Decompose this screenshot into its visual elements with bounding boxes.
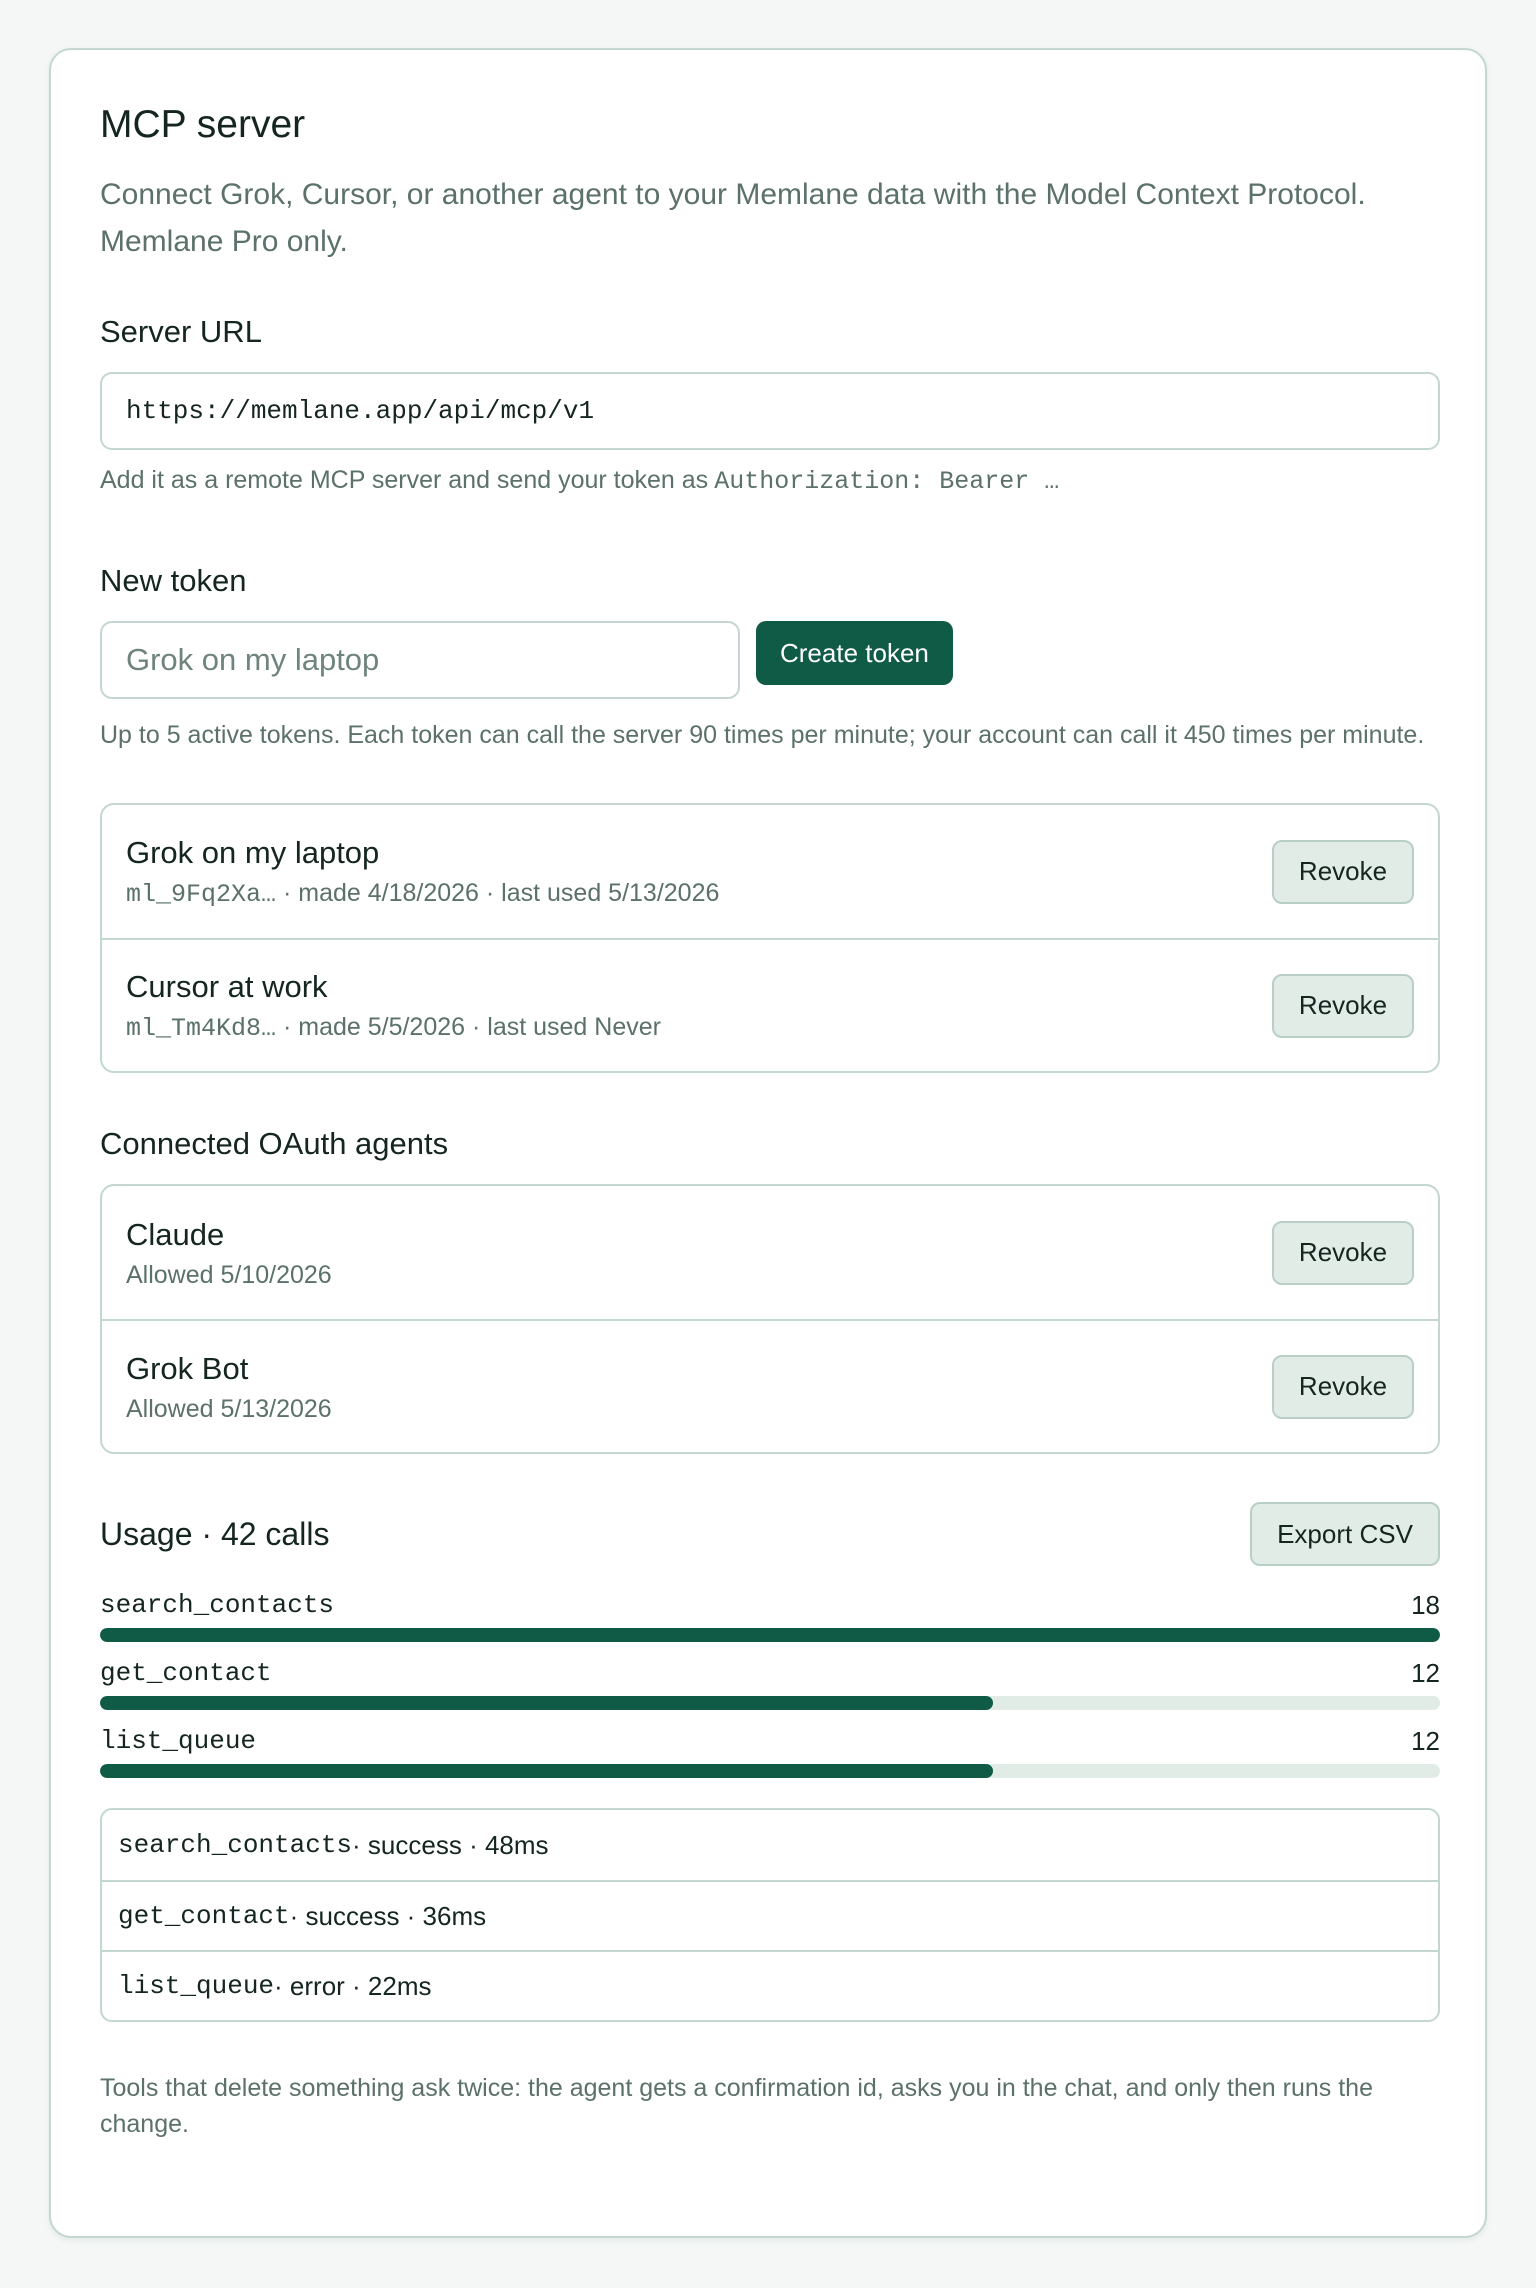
oauth-agent-info (126, 1216, 332, 1290)
token-info (126, 834, 719, 909)
usage-bar-track (100, 1764, 1440, 1778)
server-url-label: Server URL (100, 313, 262, 349)
oauth-agent-row (102, 1186, 1438, 1319)
usage-bar-track (100, 1696, 1440, 1710)
token-list (100, 803, 1440, 1073)
usage-tool-count: 18 (1411, 1590, 1440, 1621)
delete-confirmation-note: Tools that delete something ask twice: the agent gets a confirmation id, asks you in the chat, and only then runs the change. (100, 2074, 1373, 2139)
call-tool-name: search_contacts (118, 1830, 353, 1861)
usage-bar-labels (100, 1588, 1440, 1622)
token-dates: · made 4/18/2026 · last used 5/13/2026 (276, 879, 720, 908)
token-name: Grok on my laptop (126, 835, 380, 871)
oauth-agent-row (102, 1319, 1438, 1452)
oauth-agent-name: Grok Bot (126, 1350, 249, 1386)
server-url-field[interactable] (100, 372, 1440, 450)
token-name-input[interactable] (100, 621, 740, 699)
new-token-row (100, 621, 1436, 699)
token-row (102, 805, 1438, 938)
usage-tool-name: get_contact (100, 1658, 272, 1689)
call-detail: · success · 48ms (352, 1829, 549, 1860)
server-url-hint-text: Add it as a remote MCP server and send your token as (100, 465, 709, 494)
usage-header (100, 1502, 1440, 1566)
oauth-agent-name: Claude (126, 1216, 225, 1252)
usage-bar-track (100, 1628, 1440, 1642)
usage-title: Usage · 42 calls (100, 1515, 330, 1552)
revoke-agent-button[interactable]: Revoke (1272, 1355, 1414, 1419)
recent-call-row (102, 1950, 1438, 2020)
token-meta (126, 1013, 661, 1043)
token-prefix: ml_Tm4Kd8… (126, 1014, 277, 1044)
usage-bar-fill (100, 1696, 993, 1710)
recent-call-row (102, 1880, 1438, 1950)
usage-tool-count: 12 (1411, 1658, 1440, 1689)
token-name: Cursor at work (126, 969, 328, 1005)
token-info (126, 968, 661, 1043)
revoke-agent-button[interactable]: Revoke (1272, 1221, 1414, 1285)
call-detail: · error · 22ms (274, 1970, 432, 2001)
usage-bar-labels (100, 1724, 1440, 1758)
usage-bars (100, 1588, 1440, 1778)
token-meta (126, 879, 719, 909)
recent-calls-list (100, 1808, 1440, 2022)
call-tool-name: list_queue (118, 1971, 275, 2002)
usage-bar-fill (100, 1764, 993, 1778)
usage-bar-item (100, 1724, 1440, 1778)
revoke-token-button[interactable]: Revoke (1272, 974, 1414, 1038)
oauth-agents-label: Connected OAuth agents (100, 1126, 449, 1162)
oauth-agent-list (100, 1184, 1440, 1454)
oauth-agent-allowed: Allowed 5/13/2026 (126, 1394, 332, 1423)
revoke-token-button[interactable]: Revoke (1272, 840, 1414, 904)
oauth-agent-info (126, 1350, 332, 1424)
recent-call-row (102, 1810, 1438, 1880)
new-token-label: New token (100, 562, 247, 598)
export-csv-button[interactable]: Export CSV (1250, 1502, 1440, 1566)
usage-bar-labels (100, 1656, 1440, 1690)
server-url-value: https://memlane.app/api/mcp/v1 (126, 395, 595, 426)
call-tool-name: get_contact (118, 1901, 290, 1932)
token-dates: · made 5/5/2026 · last used Never (276, 1013, 661, 1042)
call-detail: · success · 36ms (289, 1900, 487, 1931)
server-url-hint (100, 462, 1436, 500)
auth-header-code: Authorization: Bearer … (714, 466, 1060, 496)
token-prefix: ml_9Fq2Xa… (126, 880, 277, 910)
oauth-agent-allowed: Allowed 5/10/2026 (126, 1260, 332, 1289)
page-title: MCP server (100, 103, 306, 146)
usage-tool-count: 12 (1411, 1726, 1440, 1757)
mcp-server-card (49, 48, 1487, 2238)
create-token-button[interactable]: Create token (756, 621, 953, 685)
token-limits-hint: Up to 5 active tokens. Each token can call the server 90 times per minute; your account can call it 450 times per minute. (100, 721, 1425, 750)
usage-bar-item (100, 1588, 1440, 1642)
usage-tool-name: list_queue (100, 1726, 257, 1757)
usage-bar-fill (100, 1628, 1440, 1642)
page-subtitle: Connect Grok, Cursor, or another agent to your Memlane data with the Model Context Protocol. Memlane Pro only. (100, 177, 1366, 258)
token-row (102, 938, 1438, 1071)
usage-tool-name: search_contacts (100, 1590, 335, 1621)
usage-bar-item (100, 1656, 1440, 1710)
